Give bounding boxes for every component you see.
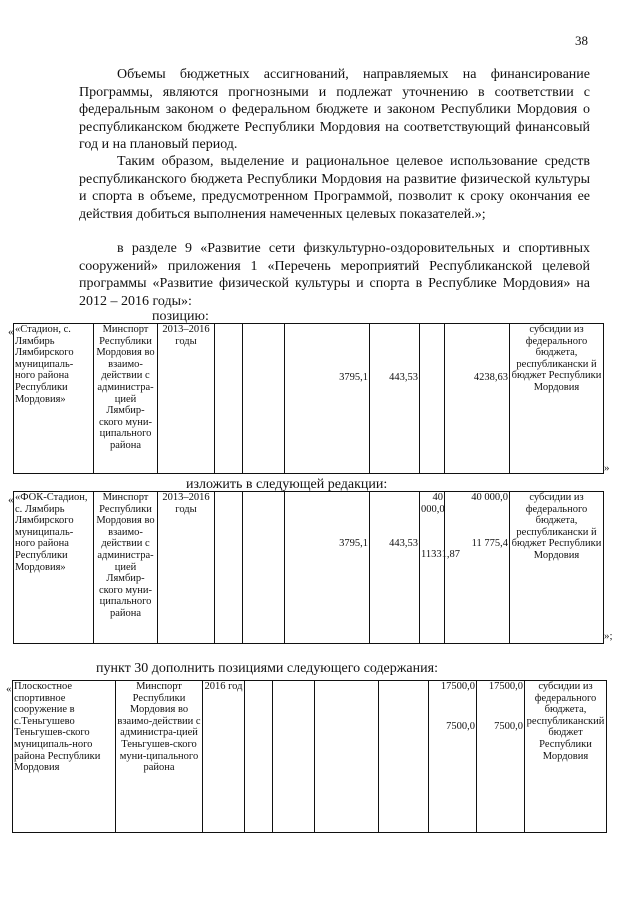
table-row [13,681,607,833]
executor: Минспорт Республики Мордовия во взаимо-действии с администра-цией Теньгушев-ского муни-ципального района [116,681,203,833]
quote-close-1: » [604,462,610,474]
table-row [14,324,604,474]
period: 2016 год [203,681,245,833]
paragraph-conclusion: Таким образом, выделение и рациональное целевое использование средств республиканского бюджета Республики Мордовия на развитие физической культуры и спорта в объеме, предусмотренном Программой, позволит к сроку окончания ее действия добиться выполнения намеченных целевых показателей.»; [79,154,590,222]
value-total: 4238,63 [445,324,510,474]
paragraph-section9: в разделе 9 «Развитие сети физкультурно-оздоровительных и спортивных сооружений» приложения 1 «Перечень мероприятий Республиканской целевой программы «Развитие физической культуры и спорта в Республике Мордовия» на 2012 – 2016 годы»: [79,241,590,309]
executor: Минспорт Республики Мордовия во взаимо-действии с администра-цией Лямбир-ского муни-ципального района [94,324,158,474]
value-republic: 443,53 [370,492,420,644]
paragraph-budget: Объемы бюджетных ассигнований, направляемых на финансирование Программы, являются прогнозными и подлежат уточнению в соответствии с федеральным законом о федеральном бюджете и законом Республики Мордовия о республиканском бюджете Республики Мордовия на соответствующий финансовый год и на плановый период. [79,67,590,153]
value-federal: 3795,1 [285,324,370,474]
label-redaction: изложить в следующей редакции: [186,477,388,492]
value-year-b: 17500,0 7500,0 [477,681,525,833]
table-old-position [13,323,604,474]
quote-open-2: « [8,494,14,506]
funding-source: субсидии из федерального бюджета, республикански й бюджет Республики Мордовия [510,492,604,644]
table-new-redaction [13,491,604,644]
funding-source: субсидии из федерального бюджета, республикански й бюджет Республики Мордовия [510,324,604,474]
object-name: «Стадион, с. Лямбирь Лямбирского муниципаль-ного района Республики Мордовия» [14,324,94,474]
quote-open-1: « [8,326,14,338]
period: 2013–2016 годы [158,492,215,644]
funding-source: субсидии из федерального бюджета, республиканский бюджет Республики Мордовия [525,681,607,833]
quote-open-3: « [6,683,12,695]
label-position: позицию: [152,309,209,324]
quote-close-2: »; [604,630,613,642]
executor: Минспорт Республики Мордовия во взаимо-действии с администра-цией Лямбир-ского муни-ципального района [94,492,158,644]
table-new-positions [12,680,607,833]
table-row [14,492,604,644]
value-year-b: 40 000,0 11 775,4 [445,492,510,644]
object-name: Плоскостное спортивное сооружение в с.Теньгушево Теньгушев-ского муниципаль-ного района Республики Мордовия [13,681,116,833]
object-name: «ФОК-Стадион, с. Лямбирь Лямбирского муниципаль-ного района Республики Мордовия» [14,492,94,644]
value-year-a: 40 000,0 11331,87 [420,492,445,644]
value-federal: 3795,1 [285,492,370,644]
value-year-a: 17500,0 7500,0 [429,681,477,833]
period: 2013–2016 годы [158,324,215,474]
value-republic: 443,53 [370,324,420,474]
page-number: 38 [575,33,588,48]
label-add-positions: пункт 30 дополнить позициями следующего содержания: [96,661,438,676]
